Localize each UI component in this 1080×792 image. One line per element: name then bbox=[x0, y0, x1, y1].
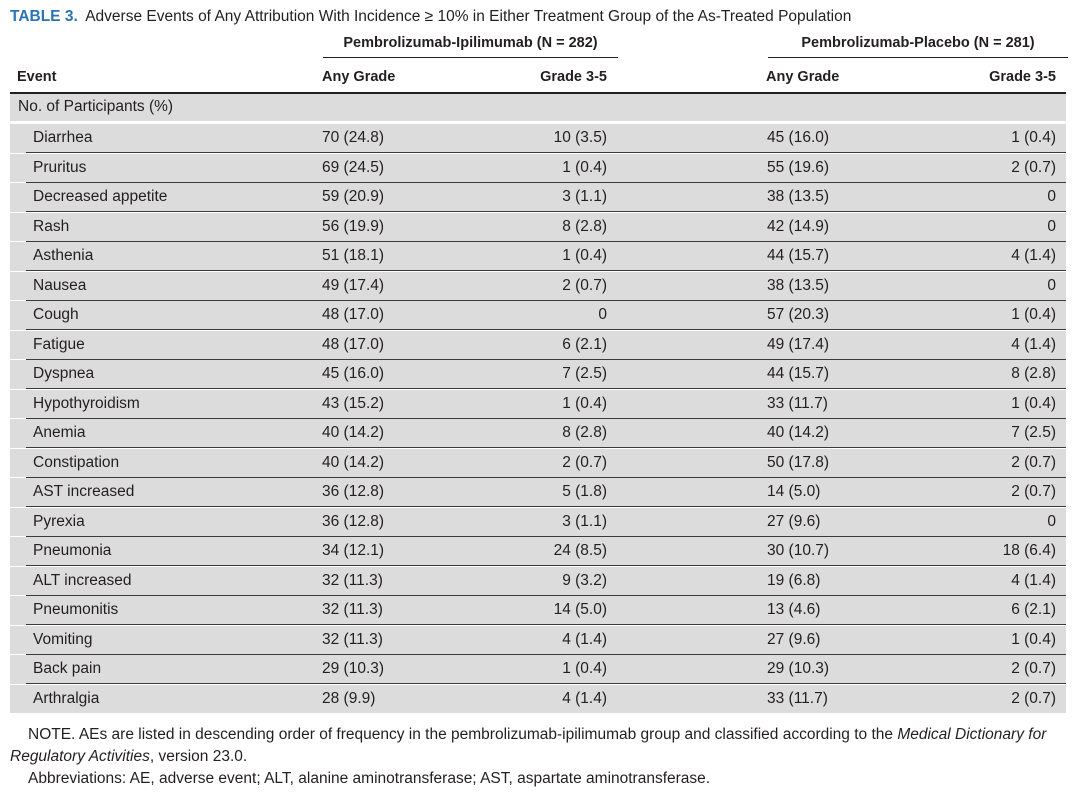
abbreviations-text: Abbreviations: AE, adverse event; ALT, alanine aminotransferase; AST, aspartate aminotransferase. bbox=[28, 770, 711, 787]
cell-grade35-placebo: 0 bbox=[1047, 188, 1056, 205]
cell-event: Anemia bbox=[33, 424, 86, 441]
cell-grade35-ipi: 8 (2.8) bbox=[562, 424, 607, 441]
cell-any-grade-ipi: 40 (14.2) bbox=[322, 424, 385, 441]
cell-any-grade-placebo: 55 (19.6) bbox=[767, 158, 830, 176]
cell-any-grade-placebo: 19 (6.8) bbox=[767, 571, 821, 589]
table-row bbox=[10, 182, 1066, 212]
cell-grade35-ipi: 4 (1.4) bbox=[562, 630, 607, 648]
table-row bbox=[10, 330, 1066, 360]
cell-grade35-ipi: 10 (3.5) bbox=[553, 129, 607, 146]
cell-any-grade-placebo: 40 (14.2) bbox=[767, 424, 830, 441]
table-row bbox=[10, 448, 1066, 478]
cell-any-grade-ipi: 48 (17.0) bbox=[322, 306, 385, 323]
cell-any-grade-placebo: 29 (10.3) bbox=[767, 660, 830, 677]
cell-grade35-placebo: 1 (0.4) bbox=[1011, 630, 1056, 648]
table-row bbox=[10, 654, 1066, 684]
cell-grade35-ipi: 5 (1.8) bbox=[562, 483, 607, 500]
table-row bbox=[10, 418, 1066, 448]
cell-any-grade-placebo: 27 (9.6) bbox=[767, 630, 821, 648]
column-header-grade35-1: Grade 3-5 bbox=[540, 69, 607, 85]
cell-event: Asthenia bbox=[33, 247, 94, 264]
note-italic: Medical Dictionary for Regulatory Activities bbox=[10, 726, 1047, 765]
cell-event: Arthralgia bbox=[33, 689, 100, 707]
cell-grade35-ipi: 1 (0.4) bbox=[562, 660, 607, 677]
table-caption bbox=[10, 8, 851, 26]
cell-grade35-ipi: 14 (5.0) bbox=[553, 601, 607, 618]
column-header-event: Event bbox=[17, 69, 57, 85]
table-row bbox=[10, 595, 1066, 625]
cell-grade35-ipi: 4 (1.4) bbox=[562, 689, 607, 707]
table-row bbox=[10, 566, 1066, 596]
cell-any-grade-ipi: 49 (17.4) bbox=[322, 276, 385, 294]
cell-event: Fatigue bbox=[33, 335, 85, 353]
cell-any-grade-ipi: 32 (11.3) bbox=[322, 630, 383, 648]
cell-any-grade-ipi: 69 (24.5) bbox=[322, 158, 385, 176]
cell-grade35-placebo: 4 (1.4) bbox=[1011, 571, 1056, 589]
note-suffix: , version 23.0. bbox=[149, 748, 248, 765]
cell-event: Dyspnea bbox=[33, 365, 95, 382]
cell-event: Decreased appetite bbox=[33, 188, 168, 205]
cell-any-grade-placebo: 44 (15.7) bbox=[767, 365, 830, 382]
cell-grade35-placebo: 1 (0.4) bbox=[1011, 129, 1056, 146]
cell-any-grade-placebo: 33 (11.7) bbox=[767, 689, 828, 707]
group-header-pembro-ipi: Pembrolizumab-Ipilimumab (N = 282) bbox=[323, 33, 618, 58]
cell-grade35-ipi: 8 (2.8) bbox=[562, 217, 607, 235]
cell-grade35-placebo: 4 (1.4) bbox=[1011, 247, 1056, 264]
cell-any-grade-placebo: 13 (4.6) bbox=[767, 601, 821, 618]
cell-grade35-ipi: 1 (0.4) bbox=[562, 247, 607, 264]
cell-any-grade-placebo: 44 (15.7) bbox=[767, 247, 830, 264]
cell-event: AST increased bbox=[33, 483, 135, 500]
cell-any-grade-ipi: 48 (17.0) bbox=[322, 335, 385, 353]
cell-grade35-placebo: 1 (0.4) bbox=[1011, 394, 1056, 412]
cell-grade35-ipi: 7 (2.5) bbox=[562, 365, 607, 382]
column-header-row bbox=[10, 64, 1066, 94]
section-row bbox=[10, 94, 1066, 121]
cell-any-grade-placebo: 14 (5.0) bbox=[767, 483, 821, 500]
cell-grade35-ipi: 1 (0.4) bbox=[562, 158, 607, 176]
table-label: TABLE 3. bbox=[10, 8, 78, 25]
cell-any-grade-placebo: 49 (17.4) bbox=[767, 335, 830, 353]
cell-grade35-placebo: 0 bbox=[1047, 512, 1056, 530]
cell-any-grade-ipi: 28 (9.9) bbox=[322, 689, 376, 707]
cell-any-grade-ipi: 59 (20.9) bbox=[322, 188, 385, 205]
cell-event: Pyrexia bbox=[33, 512, 85, 530]
cell-any-grade-placebo: 42 (14.9) bbox=[767, 217, 830, 235]
cell-event: Back pain bbox=[33, 660, 102, 677]
cell-grade35-ipi: 6 (2.1) bbox=[562, 335, 607, 353]
cell-any-grade-placebo: 33 (11.7) bbox=[767, 394, 828, 412]
cell-any-grade-ipi: 70 (24.8) bbox=[322, 129, 385, 146]
table-body bbox=[10, 123, 1066, 713]
cell-grade35-placebo: 4 (1.4) bbox=[1011, 335, 1056, 353]
table-row bbox=[10, 389, 1066, 419]
cell-any-grade-placebo: 57 (20.3) bbox=[767, 306, 830, 323]
cell-grade35-ipi: 24 (8.5) bbox=[553, 542, 607, 559]
cell-event: Diarrhea bbox=[33, 129, 93, 146]
note-text bbox=[10, 724, 1068, 768]
table-row bbox=[10, 536, 1066, 566]
table-row bbox=[10, 153, 1066, 183]
table-row bbox=[10, 625, 1066, 655]
group-header-pembro-placebo: Pembrolizumab-Placebo (N = 281) bbox=[768, 33, 1068, 58]
cell-grade35-placebo: 2 (0.7) bbox=[1011, 660, 1056, 677]
cell-any-grade-ipi: 45 (16.0) bbox=[322, 365, 385, 382]
cell-grade35-placebo: 7 (2.5) bbox=[1011, 424, 1056, 441]
cell-event: Pneumonia bbox=[33, 542, 112, 559]
cell-grade35-placebo: 2 (0.7) bbox=[1011, 453, 1056, 471]
cell-any-grade-placebo: 50 (17.8) bbox=[767, 453, 830, 471]
table-notes bbox=[10, 724, 1068, 790]
cell-any-grade-ipi: 36 (12.8) bbox=[322, 512, 385, 530]
cell-any-grade-ipi: 29 (10.3) bbox=[322, 660, 385, 677]
cell-event: Hypothyroidism bbox=[33, 394, 140, 412]
cell-any-grade-placebo: 38 (13.5) bbox=[767, 188, 830, 205]
cell-grade35-placebo: 8 (2.8) bbox=[1011, 365, 1056, 382]
cell-any-grade-ipi: 51 (18.1) bbox=[322, 247, 385, 264]
cell-any-grade-placebo: 27 (9.6) bbox=[767, 512, 821, 530]
cell-grade35-ipi: 3 (1.1) bbox=[562, 512, 607, 530]
cell-event: Rash bbox=[33, 217, 70, 235]
table-row bbox=[10, 241, 1066, 271]
cell-any-grade-placebo: 30 (10.7) bbox=[767, 542, 830, 559]
table-row bbox=[10, 359, 1066, 389]
cell-grade35-placebo: 0 bbox=[1047, 276, 1056, 294]
table-row bbox=[10, 507, 1066, 537]
cell-grade35-ipi: 0 bbox=[598, 306, 607, 323]
cell-any-grade-ipi: 34 (12.1) bbox=[322, 542, 385, 559]
cell-grade35-placebo: 6 (2.1) bbox=[1011, 601, 1056, 618]
cell-any-grade-ipi: 36 (12.8) bbox=[322, 483, 385, 500]
cell-grade35-ipi: 1 (0.4) bbox=[562, 394, 607, 412]
cell-event: Nausea bbox=[33, 276, 87, 294]
column-header-grade35-2: Grade 3-5 bbox=[989, 69, 1056, 85]
cell-event: Vomiting bbox=[33, 630, 93, 648]
table-row bbox=[10, 477, 1066, 507]
cell-any-grade-ipi: 40 (14.2) bbox=[322, 453, 385, 471]
cell-event: Pruritus bbox=[33, 158, 87, 176]
cell-any-grade-ipi: 32 (11.3) bbox=[322, 601, 383, 618]
cell-any-grade-ipi: 32 (11.3) bbox=[322, 571, 383, 589]
cell-grade35-placebo: 1 (0.4) bbox=[1011, 306, 1056, 323]
cell-event: Cough bbox=[33, 306, 79, 323]
column-header-any-grade-1: Any Grade bbox=[322, 69, 396, 85]
note-prefix: NOTE. AEs are listed in descending order of frequency in the pembrolizumab-ipilimumab group and classified according to the bbox=[28, 726, 898, 743]
table-row bbox=[10, 271, 1066, 301]
table-row bbox=[10, 123, 1066, 153]
cell-event: Pneumonitis bbox=[33, 601, 119, 618]
table-title: Adverse Events of Any Attribution With Incidence ≥ 10% in Either Treatment Group of the As-Treated Population bbox=[85, 8, 852, 25]
cell-any-grade-placebo: 38 (13.5) bbox=[767, 276, 830, 294]
cell-grade35-placebo: 2 (0.7) bbox=[1011, 483, 1056, 500]
section-label: No. of Participants (%) bbox=[18, 98, 174, 115]
cell-grade35-placebo: 2 (0.7) bbox=[1011, 158, 1056, 176]
cell-grade35-placebo: 18 (6.4) bbox=[1002, 542, 1056, 559]
cell-grade35-ipi: 9 (3.2) bbox=[562, 571, 607, 589]
cell-grade35-placebo: 0 bbox=[1047, 217, 1056, 235]
table-row bbox=[10, 212, 1066, 242]
cell-any-grade-ipi: 56 (19.9) bbox=[322, 217, 385, 235]
cell-grade35-ipi: 2 (0.7) bbox=[562, 453, 607, 471]
column-header-any-grade-2: Any Grade bbox=[766, 69, 840, 85]
cell-grade35-placebo: 2 (0.7) bbox=[1011, 689, 1056, 707]
table-row bbox=[10, 300, 1066, 330]
cell-any-grade-ipi: 43 (15.2) bbox=[322, 394, 385, 412]
cell-event: ALT increased bbox=[33, 571, 132, 589]
cell-any-grade-placebo: 45 (16.0) bbox=[767, 129, 830, 146]
cell-grade35-ipi: 3 (1.1) bbox=[562, 188, 607, 205]
cell-grade35-ipi: 2 (0.7) bbox=[562, 276, 607, 294]
table-row bbox=[10, 684, 1066, 714]
cell-event: Constipation bbox=[33, 453, 120, 471]
